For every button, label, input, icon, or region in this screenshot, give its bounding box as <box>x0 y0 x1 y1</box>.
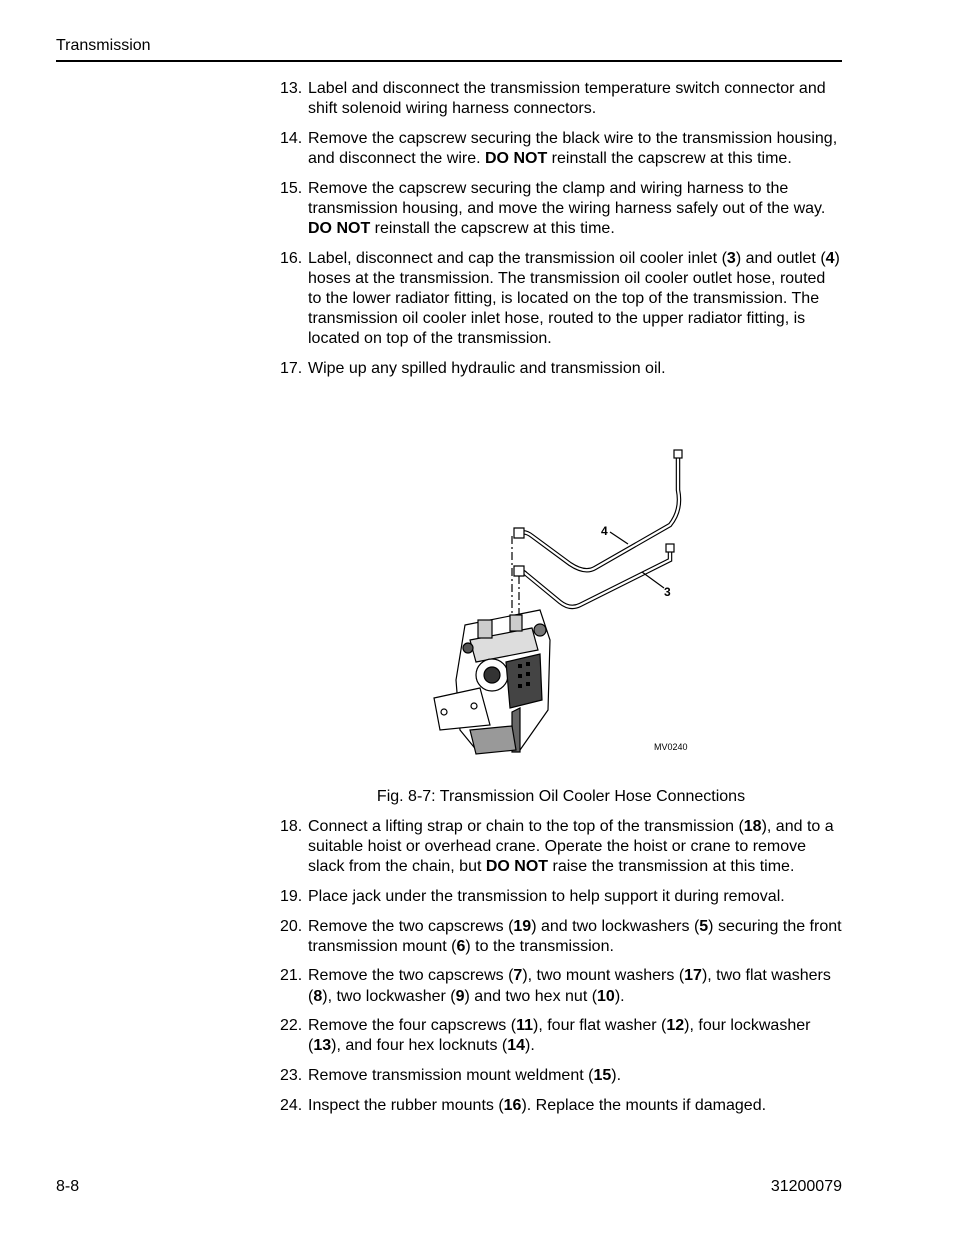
header-rule <box>56 60 842 62</box>
step-text-run: reinstall the capscrew at this time. <box>370 220 615 237</box>
step-text-run: ). <box>525 1037 535 1055</box>
step-text-run: ), four flat washer ( <box>533 1017 667 1035</box>
step-text <box>308 249 842 350</box>
step-text-emphasis: DO NOT <box>485 858 549 876</box>
step-text-run: Remove the capscrew securing the black wire to the transmission housing, and disconnect the wire. <box>308 129 838 167</box>
procedure-steps-part-2 <box>280 817 842 1125</box>
step-text-emphasis: 17 <box>684 967 702 985</box>
step-text <box>308 887 842 907</box>
step-text-emphasis: 3 <box>726 249 736 267</box>
step-text-run: Label and disconnect the transmission temperature switch connector and shift solenoid wiring harness connectors. <box>308 80 826 118</box>
procedure-step <box>280 1096 842 1116</box>
step-text-run: ), four lockwasher ( <box>308 1017 811 1055</box>
step-text-run: ) and two hex nut ( <box>464 987 598 1005</box>
step-text-run: reinstall the capscrew at this time. <box>547 150 792 167</box>
step-text-run: Inspect the rubber mounts ( <box>308 1096 504 1114</box>
step-text-emphasis: 15 <box>593 1066 612 1084</box>
procedure-step <box>280 966 842 1006</box>
step-text <box>308 129 842 169</box>
step-text-run: ), two mount washers ( <box>522 967 685 985</box>
procedure-step <box>280 129 842 169</box>
transmission-hose-illustration <box>420 440 710 770</box>
step-number: 22. <box>280 1017 303 1035</box>
step-text-emphasis: 9 <box>455 987 465 1005</box>
step-text-emphasis: DO NOT <box>308 220 371 237</box>
step-text-run: Label, disconnect and cap the transmission oil cooler inlet ( <box>308 249 727 267</box>
step-text-emphasis: 5 <box>699 917 709 935</box>
step-text-emphasis: 18 <box>743 818 762 835</box>
step-text-emphasis: 7 <box>513 967 523 985</box>
step-text <box>308 359 842 379</box>
step-text-run: Remove the four capscrews ( <box>308 1017 517 1035</box>
step-text <box>308 1016 842 1056</box>
step-text-run: Remove transmission mount weldment ( <box>308 1066 594 1084</box>
running-header: Transmission <box>56 37 151 54</box>
figure-image-id: MV0240 <box>654 742 688 752</box>
step-number: 23. <box>280 1066 303 1084</box>
step-text-run: ), two flat washers ( <box>308 967 831 1005</box>
step-text <box>308 1066 842 1086</box>
callout-3: 3 <box>664 585 671 599</box>
step-text-emphasis: 12 <box>666 1017 685 1035</box>
step-text-emphasis: DO NOT <box>485 150 548 167</box>
procedure-step <box>280 1066 842 1086</box>
procedure-step <box>280 817 842 878</box>
procedure-step <box>280 79 842 119</box>
step-text-run: ). <box>611 1066 622 1084</box>
step-text-run: ). <box>614 987 625 1005</box>
procedure-step <box>280 917 842 957</box>
step-text <box>308 817 842 878</box>
callout-4: 4 <box>601 524 608 538</box>
figure-caption: Fig. 8-7: Transmission Oil Cooler Hose Connections <box>376 788 746 805</box>
procedure-step <box>280 249 842 350</box>
page-number: 8-8 <box>56 1178 80 1195</box>
step-number: 14. <box>280 129 303 147</box>
step-text <box>308 179 842 240</box>
procedure-step <box>280 179 842 240</box>
step-text-emphasis: 6 <box>456 937 466 955</box>
step-text-run: Place jack under the transmission to help support it during removal. <box>308 888 785 905</box>
step-text-emphasis: 11 <box>516 1017 533 1035</box>
step-text-run: ), two lockwasher ( <box>322 987 456 1005</box>
step-text <box>308 79 842 119</box>
step-text-run: raise the transmission at this time. <box>548 858 795 876</box>
step-text-emphasis: 14 <box>507 1037 526 1055</box>
step-number: 20. <box>280 917 303 935</box>
step-text-run: ) to the transmission. <box>465 937 614 955</box>
step-text-run: Remove the capscrew securing the clamp and wiring harness to the transmission housing, and move the wiring harness safely out of the way. <box>308 179 826 217</box>
step-text-run: ), and four hex locknuts ( <box>331 1037 508 1055</box>
step-text-emphasis: 13 <box>313 1037 332 1055</box>
procedure-step <box>280 887 842 907</box>
step-number: 19. <box>280 888 303 905</box>
step-number: 16. <box>280 249 303 267</box>
step-text-run: ) and outlet ( <box>735 249 826 267</box>
procedure-step <box>280 359 842 379</box>
step-text-run: ). Replace the mounts if damaged. <box>521 1096 767 1114</box>
step-text <box>308 1096 842 1116</box>
step-text-emphasis: 8 <box>313 987 323 1005</box>
step-text-run: Connect a lifting strap or chain to the top of the transmission ( <box>308 818 744 835</box>
procedure-steps-part-1 <box>280 79 842 389</box>
step-text-run: ) and two lockwashers ( <box>531 917 700 935</box>
step-text <box>308 966 842 1006</box>
step-text-run: ) hoses at the transmission. The transmission oil cooler outlet hose, routed to the lower radiator fitting, is located on the top of the transmission. The transmission oil cooler inlet hose, routed to the upper radiator fitting, is located on top of the transmission. <box>308 249 840 348</box>
step-text-run: Remove the two capscrews ( <box>308 967 514 985</box>
step-text-run: Remove the two capscrews ( <box>308 917 514 935</box>
step-text-emphasis: 4 <box>825 249 835 267</box>
step-number: 21. <box>280 967 303 985</box>
step-text-emphasis: 10 <box>597 987 615 1005</box>
step-text-run: ) securing the front transmission mount ( <box>308 917 842 955</box>
step-number: 24. <box>280 1096 303 1114</box>
step-number: 17. <box>280 360 303 377</box>
step-number: 13. <box>280 80 303 97</box>
step-text <box>308 917 842 957</box>
procedure-step <box>280 1016 842 1056</box>
step-text-emphasis: 16 <box>503 1096 522 1114</box>
document-number: 31200079 <box>770 1178 842 1195</box>
step-text-emphasis: 19 <box>513 917 532 935</box>
step-number: 18. <box>280 818 303 835</box>
step-text-run: Wipe up any spilled hydraulic and transmission oil. <box>308 360 666 377</box>
step-number: 15. <box>280 179 303 197</box>
figure-transmission-hoses <box>420 440 710 770</box>
step-text-run: ), and to a suitable hoist or overhead crane. Operate the hoist or crane to remove slack from the chain, but <box>308 818 834 876</box>
